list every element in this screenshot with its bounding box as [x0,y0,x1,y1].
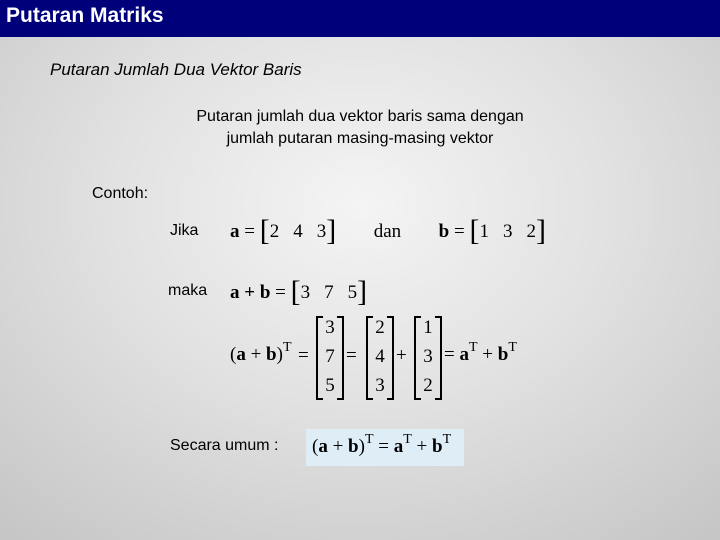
matrix-cell: 3 [375,375,385,396]
matrix-cell: 4 [375,346,385,367]
lhs-a: a [236,344,246,365]
transpose-rhs: = $a^T + b^T$ [444,340,517,365]
equals-sign: = [346,345,357,366]
b-value-2: 3 [502,221,513,242]
slide-subtitle: Putaran Jumlah Dua Vektor Baris [50,60,302,79]
a-value-1: 2 [269,221,280,242]
matrix-cell: 3 [325,317,335,338]
sum-value-3: 5 [347,282,358,303]
general-label: Secara umum : [170,437,279,454]
bracket-left: [ [469,214,480,247]
bracket-left: [ [290,275,301,308]
a-value-2: 4 [293,221,303,242]
sum-value-1: 3 [300,282,311,303]
matrix-cell: 7 [325,346,335,367]
description-line-2: jumlah putaran masing-masing vektor [226,130,494,147]
transpose-sup: T [442,432,452,447]
transpose-sup: T [282,340,292,355]
matrix-cell: 2 [375,317,385,338]
column-matrix-a [366,316,394,400]
slide-title: Putaran Matriks [6,4,164,27]
connector-dan: dan [373,221,402,242]
bracket-right: ] [535,214,546,247]
rhs-a: a [459,344,469,365]
general-lhs-a: a [318,436,328,457]
matrix-cell: 2 [423,375,433,396]
vector-a-symbol: a [230,221,240,242]
jika-equation: a = [2 4 3] dan b = [1 3 2] [230,214,546,247]
maka-label: maka [168,282,208,299]
vector-b-symbol: b [438,221,450,242]
general-formula: $(a + b)^T = a^T + b^T$ [312,432,452,457]
matrix-cell: 5 [325,375,335,396]
jika-label: Jika [170,222,199,239]
equals-sign: = [298,345,309,366]
title-bar [0,0,720,37]
a-value-3: 3 [316,221,327,242]
sum-value-2: 7 [324,282,334,303]
bracket-left: [ [259,214,270,247]
description-line-1: Putaran jumlah dua vektor baris sama dengan [196,108,524,125]
maka-equation: a + b = [3 7 5] [230,275,368,308]
matrix-cell: 1 [423,317,433,338]
b-value-3: 2 [526,221,536,242]
transpose-sup: T [403,432,412,447]
transpose-sup: T [364,432,374,447]
column-matrix-sum [316,316,344,400]
matrix-cell: 3 [423,346,433,367]
example-label: Contoh: [92,185,149,202]
bracket-right: ] [357,275,368,308]
bracket-right: ] [326,214,337,247]
general-lhs-b: b [348,436,359,457]
plus-sign: + [396,345,407,366]
column-matrix-b [414,316,442,400]
transpose-lhs: $(a + b)^T$ [230,340,292,365]
lhs-b: b [266,344,277,365]
sum-expression: a + b [230,282,271,303]
b-value-1: 1 [479,221,489,242]
rhs-b: b [497,344,509,365]
transpose-sup: T [508,340,517,355]
general-rhs-a: a [393,436,404,457]
transpose-sup: T [468,340,478,355]
general-rhs-b: b [432,436,443,457]
